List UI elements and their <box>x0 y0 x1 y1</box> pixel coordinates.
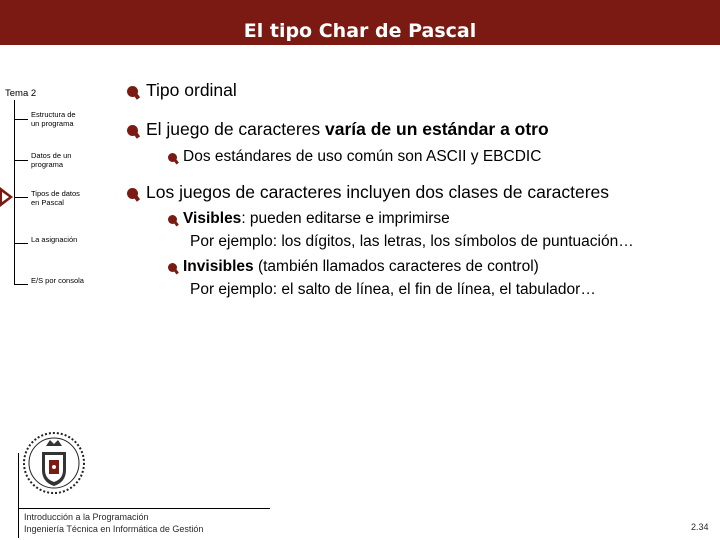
nav-item-es-consola[interactable]: E/S por consola <box>31 276 84 285</box>
nav-tema-label: Tema 2 <box>5 88 37 99</box>
q-bullet-icon <box>168 215 177 224</box>
title-divider <box>0 44 720 45</box>
footer-course: Introducción a la Programación <box>24 512 149 522</box>
nav-item-tipos[interactable]: Tipos de datos en Pascal <box>31 189 80 207</box>
bullet-juegos-incluyen: Los juegos de caracteres incluyen dos clases de caracteres <box>127 182 609 203</box>
footer-line-vertical <box>18 453 19 538</box>
nav-item-asignacion[interactable]: La asignación <box>31 235 78 244</box>
nav-item-datos[interactable]: Datos de un programa <box>31 151 72 169</box>
q-bullet-icon <box>127 125 138 136</box>
nav-stub <box>14 197 28 198</box>
nav-stub <box>14 119 28 120</box>
university-crest-logo <box>22 430 86 501</box>
q-bullet-icon <box>168 263 177 272</box>
page-number: 2.34 <box>691 522 709 532</box>
bullet-tipo-ordinal: Tipo ordinal <box>127 80 237 101</box>
q-bullet-icon <box>127 188 138 199</box>
slide-title: El tipo Char de Pascal <box>243 20 477 42</box>
footer-line-horizontal <box>18 508 270 509</box>
nav-current-arrow-inner <box>2 192 9 202</box>
sub-bullet-estandares: Dos estándares de uso común son ASCII y EBCDIC <box>168 148 541 166</box>
sub-bullet-invisibles: Invisibles (también llamados caracteres de control) <box>168 258 539 276</box>
bullet-juego-caracteres: El juego de caracteres varía de un estándar a otro <box>127 119 549 140</box>
nav-stub <box>14 284 28 285</box>
sub-bullet-visibles: Visibles: pueden editarse e imprimirse <box>168 210 450 228</box>
nav-line <box>14 100 15 284</box>
nav-stub <box>14 243 28 244</box>
q-bullet-icon <box>168 153 177 162</box>
nav-stub <box>14 160 28 161</box>
footer-degree: Ingeniería Técnica en Informática de Gestión <box>24 524 204 534</box>
invisibles-example: Por ejemplo: el salto de línea, el fin de línea, el tabulador… <box>190 281 596 298</box>
visibles-example: Por ejemplo: los dígitos, las letras, los símbolos de puntuación… <box>190 233 634 250</box>
nav-item-estructura[interactable]: Estructura de un programa <box>31 110 76 128</box>
q-bullet-icon <box>127 86 138 97</box>
